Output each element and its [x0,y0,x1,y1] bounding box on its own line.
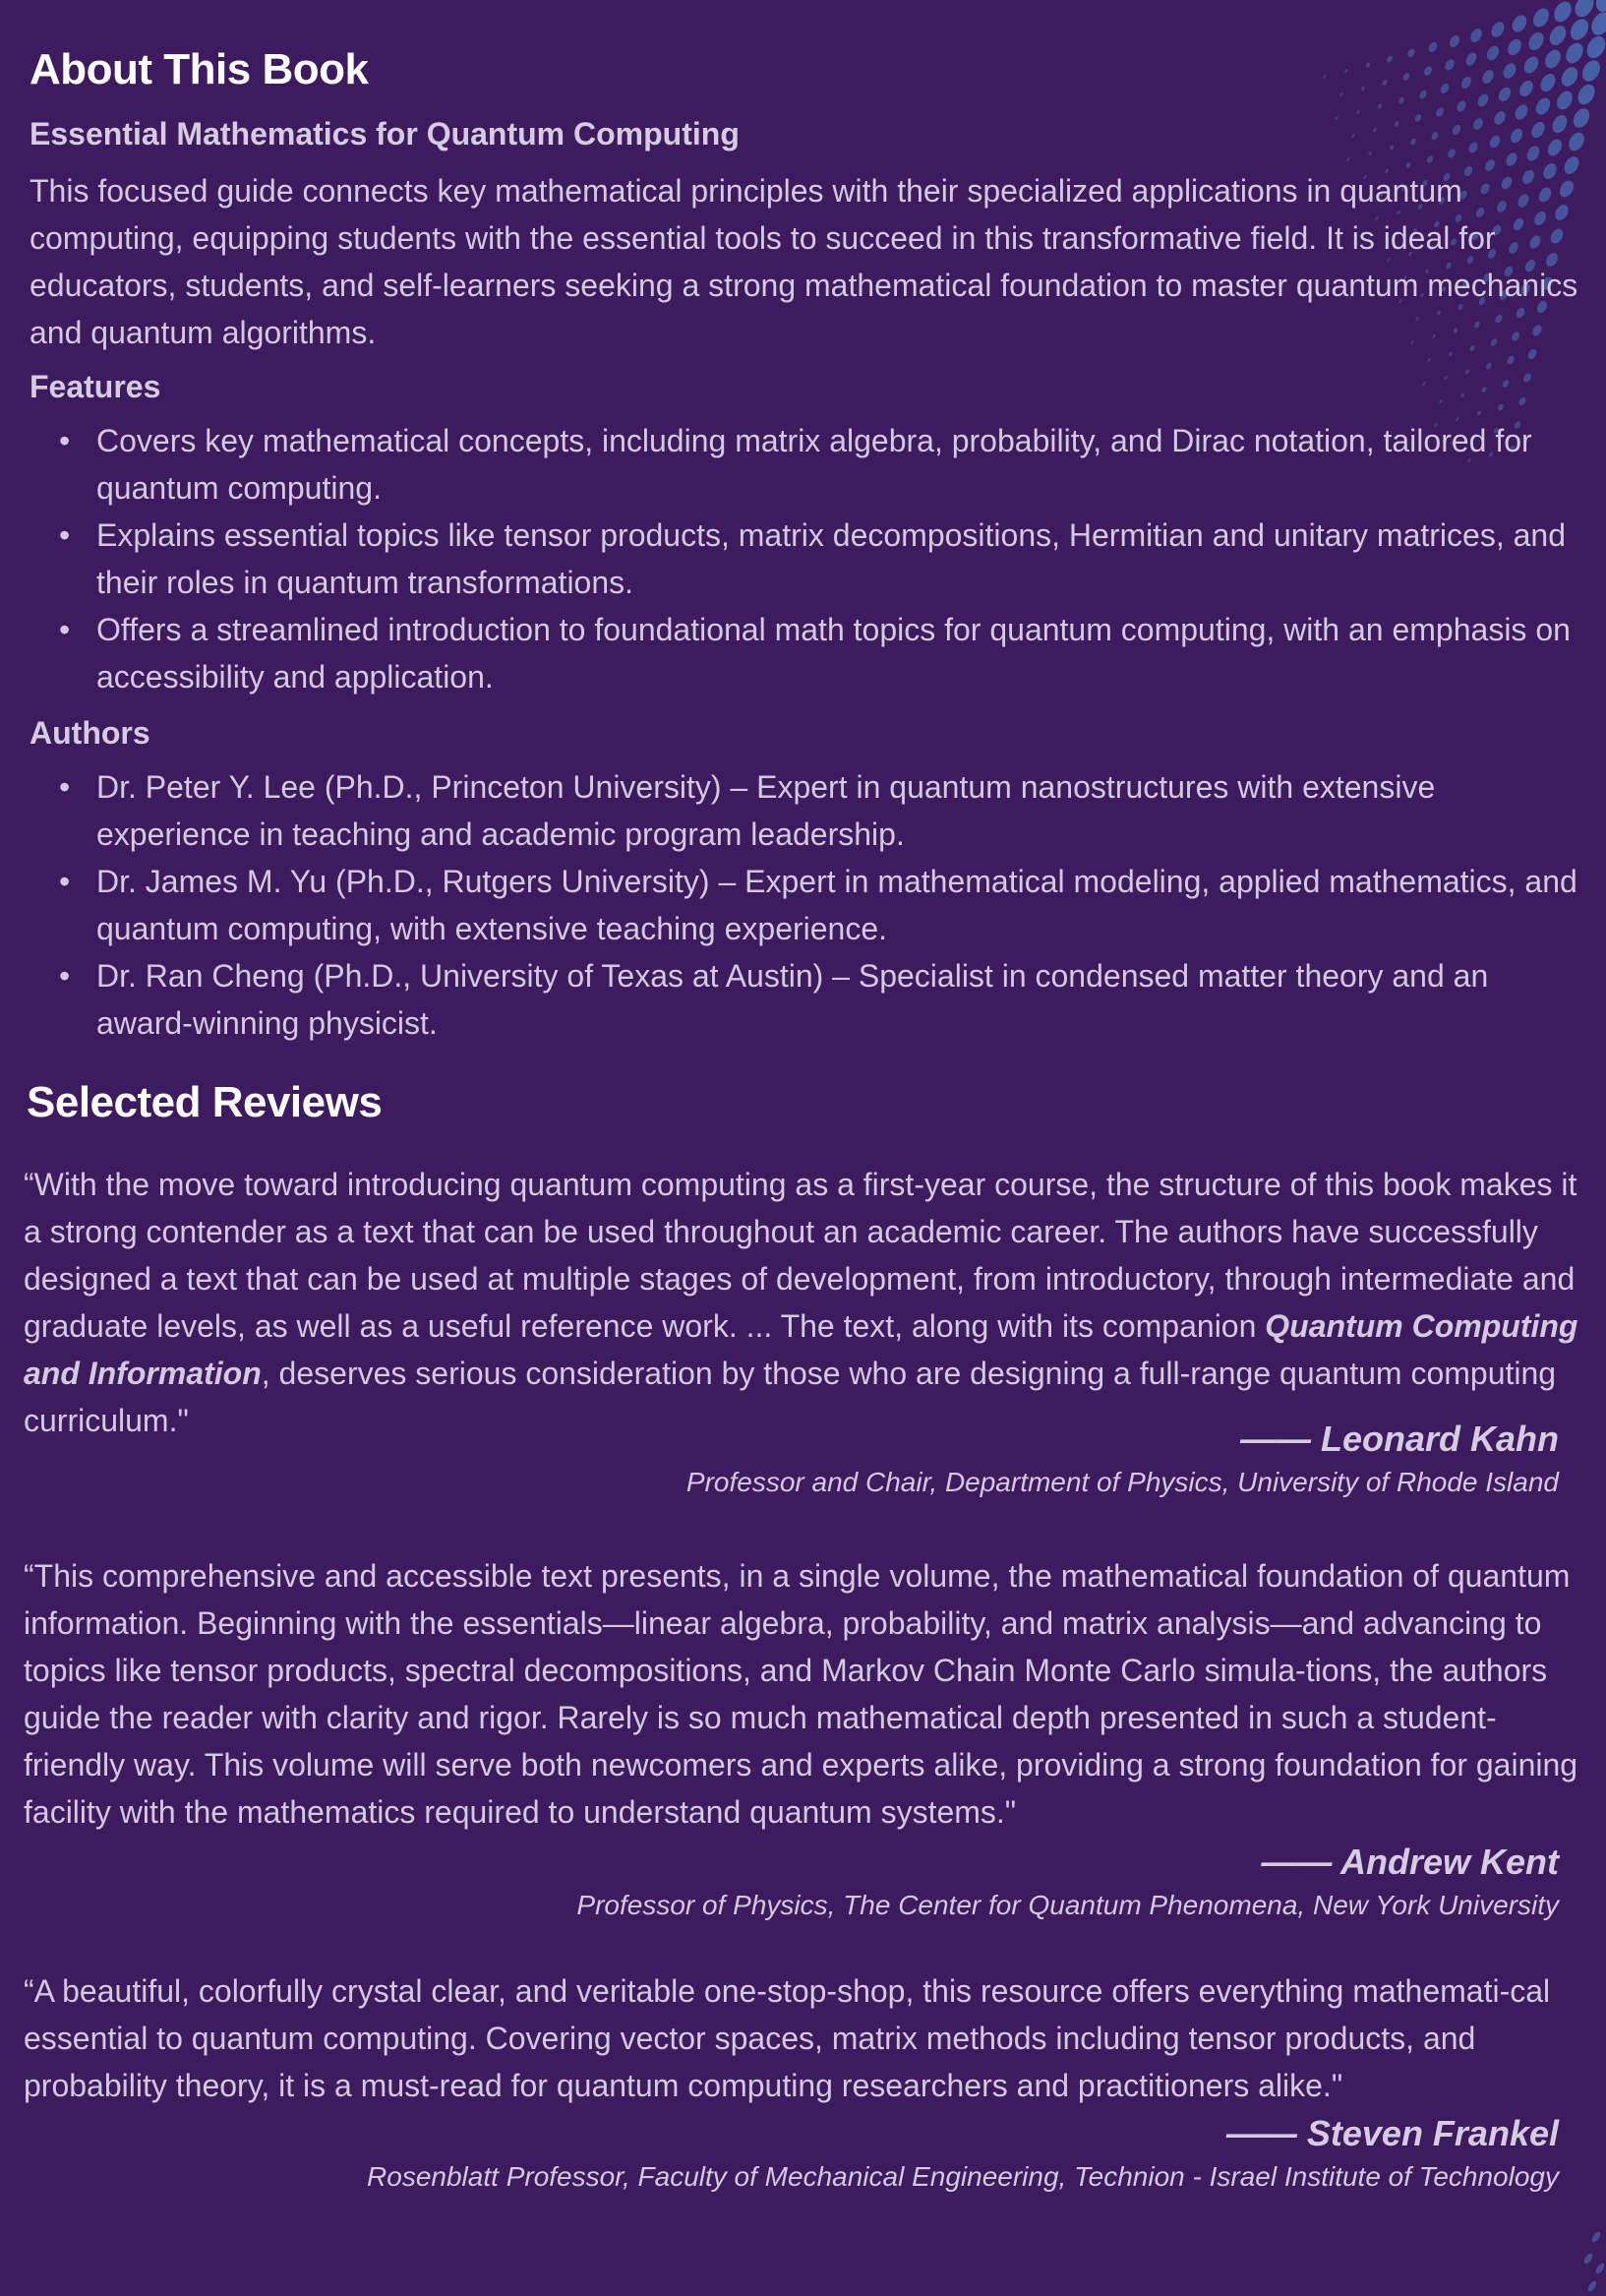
book-title: Essential Mathematics for Quantum Computing [30,116,740,151]
feature-item: • Offers a streamlined introduction to foundational math topics for quantum computing, with an emphasis on accessibility and application. [30,606,1578,700]
author-item: • Dr. Peter Y. Lee (Ph.D., Princeton University) – Expert in quantum nanostructures with extensive experience in teaching and academic program leadership. [30,763,1578,858]
authors-list [30,763,1578,1047]
reviews-heading: Selected Reviews [27,1078,383,1126]
feature-item: • Covers key mathematical concepts, including matrix algebra, probability, and Dirac notation, tailored for quantum computing. [30,417,1578,512]
book-description: This focused guide connects key mathematical principles with their specialized applications in quantum computing, equipping students with the essential tools to succeed in this transformative field. It is ideal for educators, students, and self-learners seeking a strong mathematical foundation to master quantum mechanics and quantum algorithms. [30,173,1578,350]
feature-item: • Explains essential topics like tensor products, matrix decompositions, Hermitian and unitary matrices, and their roles in quantum transformations. [30,512,1578,606]
reviewer-name-3: —— Steven Frankel [1225,2113,1559,2153]
reviewer-name-1: —— Leonard Kahn [1239,1419,1559,1459]
author-item: • Dr. Ran Cheng (Ph.D., University of Texas at Austin) – Specialist in condensed matter theory and an award-winning physicist. [30,952,1578,1047]
features-heading: Features [30,369,161,404]
review-quote-3: “A beautiful, colorfully crystal clear, and veritable one-stop-shop, this resource offers everything mathemati-cal essential to quantum computing. Covering vector spaces, matrix methods including tensor products, and probability theory, it is a must-read for quantum computing researchers and practitioners alike." [24,1973,1551,2103]
review-quote-1: “With the move toward introducing quantum computing as a first-year course, the structure of this book makes it a strong contender as a text that can be used throughout an academic career. The authors have successfully designed a text that can be used at multiple stages of development, from introductory, through intermediate and graduate levels, as well as a useful reference work. ... The text, along with its companion Quantum Computing and Information, deserves serious consideration by those who are designing a full-range quantum computing curriculum." [24,1167,1578,1438]
reviewer-affiliation-3: Rosenblatt Professor, Faculty of Mechanical Engineering, Technion - Israel Institute of Technology [367,2161,1559,2192]
review-quote-2: “This comprehensive and accessible text presents, in a single volume, the mathematical foundation of quantum information. Beginning with the essentials—linear algebra, probability, and matrix analysis—and advancing to topics like tensor products, spectral decompositions, and Markov Chain Monte Carlo simula-tions, the authors guide the reader with clarity and rigor. Rarely is so much mathematical depth presented in such a student-friendly way. This volume will serve both newcomers and experts alike, providing a strong foundation for gaining facility with the mathematics required to understand quantum systems." [24,1558,1578,1830]
features-list [30,417,1578,700]
reviewer-affiliation-1: Professor and Chair, Department of Physics, University of Rhode Island [685,1467,1559,1497]
companion-book-title: Quantum Computing and Information [24,1308,1578,1391]
reviewer-name-2: —— Andrew Kent [1261,1842,1559,1882]
about-heading: About This Book [30,45,369,93]
author-item: • Dr. James M. Yu (Ph.D., Rutgers University) – Expert in mathematical modeling, applied mathematics, and quantum computing, with extensive teaching experience. [30,858,1578,952]
reviewer-affiliation-2: Professor of Physics, The Center for Quantum Phenomena, New York University [576,1890,1559,1920]
authors-heading: Authors [30,715,150,751]
